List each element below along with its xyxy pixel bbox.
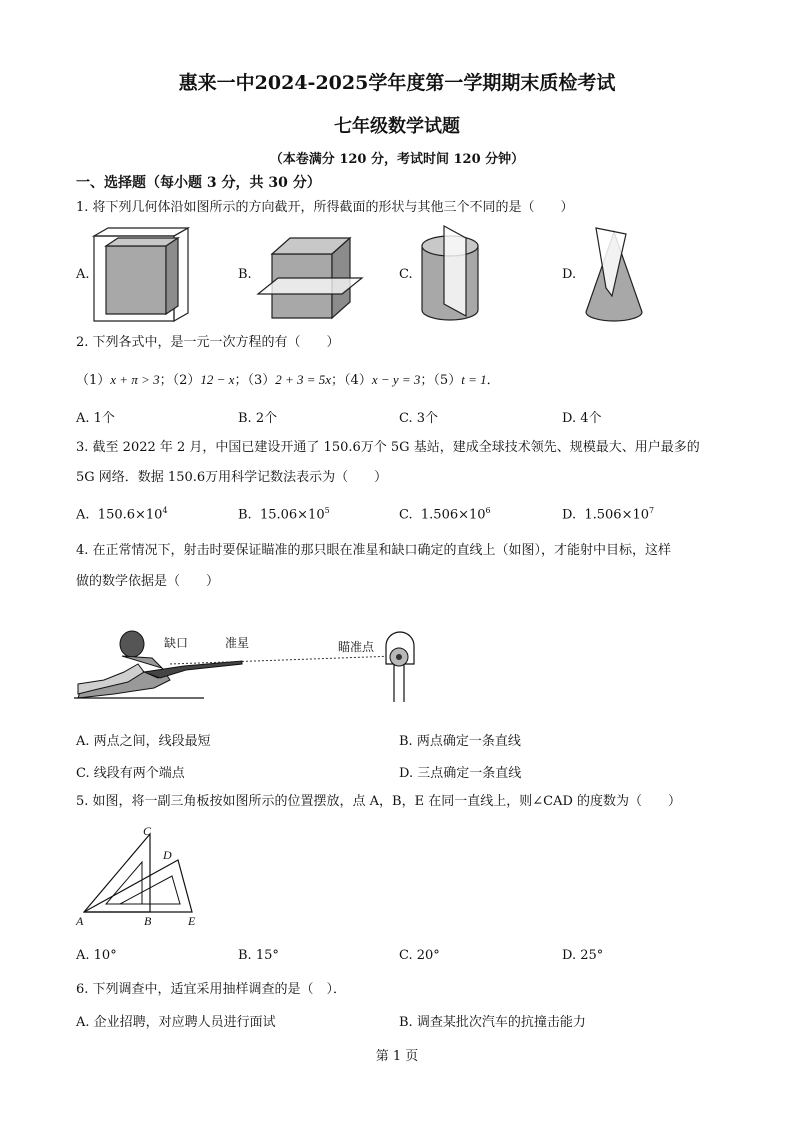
q4-label-notch: 缺口: [164, 636, 189, 650]
q3-option-c-base: 1.506×10: [420, 507, 486, 523]
q5-option-a: A. 10°: [76, 948, 117, 963]
q1-figure-a-cube: [84, 226, 194, 326]
q2-part2-expr: 12 − x: [200, 372, 235, 387]
q3-option-b-base: 15.06×10: [259, 507, 325, 523]
page-number: 第 1 页: [375, 1049, 419, 1064]
q3-option-d-base: 1.506×10: [584, 507, 650, 523]
q2-part5-expr: t = 1: [461, 372, 487, 387]
q1-figure-b-cuboid: [256, 234, 366, 324]
q2-option-a: A. 1个: [76, 411, 115, 426]
q5-stem: 5. 如图，将一副三角板按如图所示的位置摆放，点 A，B，E 在同一直线上，则∠CAD 的度数为（ ）: [76, 794, 682, 809]
exam-title: 惠来一中2024-2025学年度第一学期期末质检考试: [178, 72, 616, 94]
q3-option-d-exp: 7: [649, 506, 655, 515]
q6-stem: 6. 下列调查中，适宜采用抽样调查的是（ ）．: [76, 982, 347, 997]
q5-option-d: D. 25°: [562, 948, 604, 963]
q3-option-c-label: C.: [399, 507, 413, 523]
q2-part3-label: ；（3）: [234, 373, 276, 388]
q4-option-d: D. 三点确定一条直线: [399, 766, 522, 781]
q2-part1-label: （1）: [76, 373, 111, 388]
q1-option-d: D.: [562, 267, 577, 282]
q3-option-c: [399, 506, 491, 522]
exam-note: （本卷满分 120 分，考试时间 120 分钟）: [269, 152, 525, 167]
q3-option-a-label: A.: [76, 507, 90, 523]
q3-option-a: [76, 506, 168, 522]
section-heading: 一、选择题（每小题 3 分，共 30 分）: [76, 175, 321, 191]
q4-line2: 做的数学依据是（ ）: [76, 574, 220, 589]
q2-part4-label: ；（4）: [331, 373, 372, 388]
q5-option-b: B. 15°: [238, 948, 279, 963]
q2-expressions: [76, 370, 500, 391]
q3-option-a-base: 150.6×10: [97, 507, 163, 523]
q5-label-c: C: [143, 824, 152, 838]
q3-option-d-label: D.: [562, 507, 577, 523]
q5-label-a: A: [76, 914, 84, 928]
q3-option-a-exp: 4: [162, 506, 168, 515]
q1-option-a: A.: [76, 267, 90, 282]
q1-stem: 1. 将下列几何体沿如图所示的方向截开，所得截面的形状与其他三个不同的是（ ）: [76, 200, 574, 215]
q3-line1: 3. 截至 2022 年 2 月，中国已建设开通了 150.6万个 5G 基站，建成全球技术领先、规模最大、用户最多的: [76, 440, 700, 455]
q1-option-b: B.: [238, 267, 252, 282]
q2-stem: 2. 下列各式中，是一元一次方程的有（ ）: [76, 335, 340, 350]
q4-target-figure: [382, 630, 418, 704]
q4-label-aim: 瞄准点: [338, 640, 375, 654]
q2-option-b: B. 2个: [238, 411, 278, 426]
q3-option-b-exp: 5: [324, 506, 330, 515]
q1-figure-c-cylinder: [414, 224, 494, 326]
q2-option-d: D. 4个: [562, 411, 602, 426]
q3-line2: 5G 网络．数据 150.6万用科学记数法表示为（ ）: [76, 470, 388, 485]
q4-label-sight: 准星: [225, 636, 250, 650]
q5-label-e: E: [188, 914, 196, 928]
q2-end: ．: [486, 373, 500, 388]
q2-part5-label: ；（5）: [420, 373, 462, 388]
q3-option-d: [562, 506, 654, 522]
q1-option-c: C.: [399, 267, 413, 282]
q3-option-b-label: B.: [238, 507, 252, 523]
q6-option-a: A. 企业招聘，对应聘人员进行面试: [76, 1015, 276, 1030]
exam-subtitle: 七年级数学试题: [334, 116, 460, 137]
q5-label-d: D: [163, 848, 172, 862]
q5-option-c: C. 20°: [399, 948, 440, 963]
q3-option-c-exp: 6: [485, 506, 491, 515]
q5-label-b: B: [144, 914, 152, 928]
q1-figure-d-cone: [582, 226, 652, 328]
q2-part2-label: ；（2）: [159, 373, 201, 388]
q4-option-b: B. 两点确定一条直线: [399, 734, 521, 749]
q6-option-b: B. 调查某批次汽车的抗撞击能力: [399, 1015, 586, 1030]
q4-option-c: C. 线段有两个端点: [76, 766, 185, 781]
q2-part4-expr: x − y = 3: [371, 372, 421, 387]
q2-part3-expr: 2 + 3 = 5x: [275, 372, 332, 387]
q2-part1-expr: x + π > 3: [110, 372, 160, 387]
q4-option-a: A. 两点之间，线段最短: [76, 734, 211, 749]
q3-option-b: [238, 506, 330, 522]
q4-line1: 4. 在正常情况下，射击时要保证瞄准的那只眼在准星和缺口确定的直线上（如图），才能射中目标，这样: [76, 543, 672, 558]
q2-option-c: C. 3个: [399, 411, 439, 426]
